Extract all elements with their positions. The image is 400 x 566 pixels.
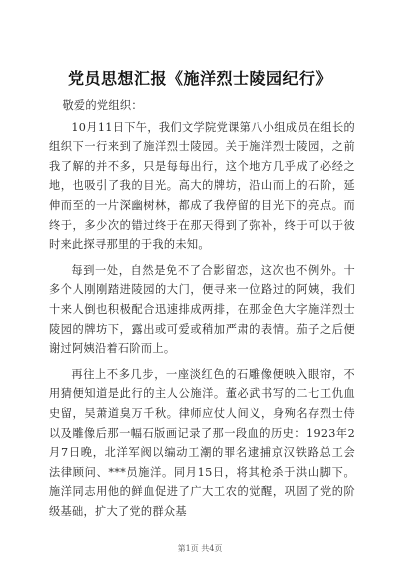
- document-body: [49, 96, 355, 527]
- paragraph-1: 10月11日下午，我们文学院党课第八小组成员在组长的组织下一行来到了施洋烈士陵园。关于施洋烈士陵园，之前我了解的并不多，只是每每出行，这个地方几乎成了必经之地，也吸引了我的目光。高大的牌坊，沿山而上的石阶，延伸而至的一片深幽树林，都成了我停留的目光下的亮点。而终于，多少次的错过终于在那天得到了弥补，终于可以于彼时来此探寻那里的于我的未知。: [49, 120, 355, 252]
- paragraph-2: 每到一处，自然是免不了合影留恋，这次也不例外。十多个人刚刚踏进陵园的大门，便寻来一位路过的阿姨，我们十来人倒也积极配合迅速排成两排，在那金色大字施洋烈士陵园的牌坊下，露出或可爱或稍加严肃的表情。茄子之后便谢过阿姨沿着石阶而上。: [49, 263, 355, 356]
- salutation: 敬爱的党组织：: [62, 99, 143, 112]
- paragraph-3: 再往上不多几步，一座淡红色的石雕像便映入眼帘，不用猜便知道是此行的主人公施洋。董必武书写的二七工仇血史留，吴萧道臭万千秋。律师应仗人间义，身殉名存烈士侍以及雕像后那一幅石版画记录了那一段血的历史：1923年2月7日晚，北洋军阀以编动工潮的罪名逮捕京汉铁路总工会法律顾问、***员施洋。同月15日，将其枪杀于洪山脚下。施洋同志用他的鲜血促进了广大工农的觉醒，巩固了党的阶级基础，扩大了党的群众基: [49, 367, 355, 518]
- page-number: 第1页 共4页: [177, 544, 223, 553]
- page-title: 党员思想汇报《施洋烈士陵园纪行》: [67, 69, 332, 88]
